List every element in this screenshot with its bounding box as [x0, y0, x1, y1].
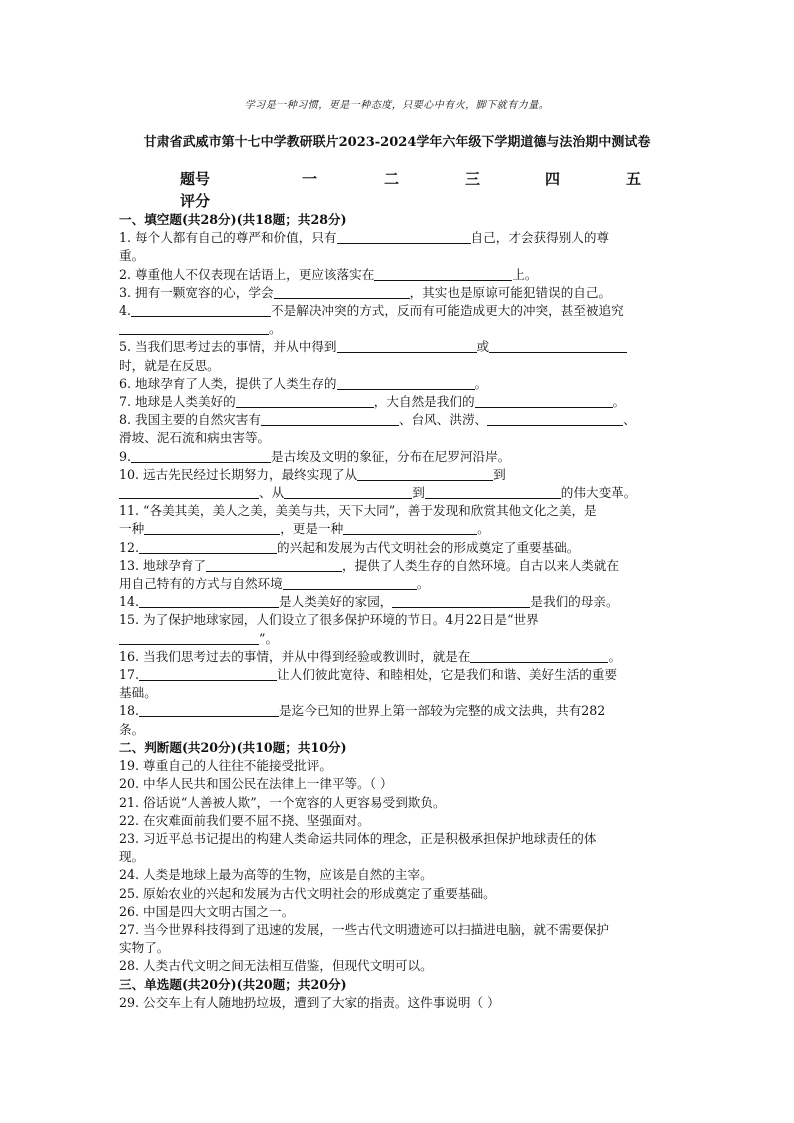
score-column-3: 三	[465, 170, 481, 188]
answer-blank[interactable]	[131, 303, 271, 317]
answer-blank[interactable]	[357, 467, 493, 481]
answer-blank[interactable]	[274, 285, 410, 299]
answer-blank[interactable]	[206, 558, 342, 572]
answer-blank[interactable]	[425, 485, 561, 499]
question-14: 14. 是人类美好的家园， 是我们的母亲。	[119, 594, 619, 610]
answer-blank[interactable]	[131, 449, 271, 463]
answer-blank[interactable]	[337, 339, 477, 353]
question-21: 21. 俗话说“人善被人欺”，一个宽容的人更容易受到欺负。	[119, 794, 446, 810]
answer-blank[interactable]	[261, 412, 399, 426]
question-28: 28. 人类古代文明之间无法相互借鉴，但现代文明可以。	[119, 958, 433, 974]
question-line: 一种 ，更是一种 。	[119, 521, 490, 537]
question-9: 9. 是古埃及文明的象征，分布在尼罗河沿岸。	[119, 448, 511, 464]
question-27: 27. 当今世界科技得到了迅速的发展，一些古代文明遗迹可以扫描进电脑，就不需要保护	[119, 921, 610, 937]
question-24: 24. 人类是地球上最为高等的生物，应该是自然的主宰。	[119, 867, 433, 883]
answer-blank[interactable]	[139, 594, 279, 608]
question-16: 16. 当我们思考过去的事情，并从中得到经验或教训时，就是在 。	[119, 648, 622, 664]
answer-blank[interactable]	[487, 412, 623, 426]
answer-blank[interactable]	[284, 485, 412, 499]
motto-text: 学习是一种习惯，更是一种态度，只要心中有火，脚下就有力量。	[244, 100, 550, 111]
score-header-label: 题号	[180, 170, 211, 188]
question-10: 10. 远古先民经过长期努力，最终实现了从 到	[119, 466, 506, 482]
question-line: 时，就是在反思。	[119, 357, 220, 373]
answer-blank[interactable]	[119, 631, 259, 645]
question-18: 18. 是迄今已知的世界上第一部较为完整的成文法典，共有282	[119, 703, 606, 719]
question-15: 15. 为了保护地球家园，人们设立了很多保护环境的节日。4月22日是“世界	[119, 612, 539, 628]
answer-blank[interactable]	[144, 521, 280, 535]
answer-blank[interactable]	[374, 267, 512, 281]
score-column-2: 二	[384, 170, 400, 188]
question-11: 11. “各美其美，美人之美，美美与共，天下大同”，善于发现和欣赏其他文化之美，是	[119, 503, 597, 519]
question-12: 12. 的兴起和发展为古代文明社会的形成奠定了重要基础。	[119, 539, 580, 555]
question-1: 1. 每个人都有自己的尊严和价值，只有 自己，才会获得别人的尊	[119, 230, 610, 246]
question-20: 20. 中华人民共和国公民在法律上一律平等。（ ）	[119, 776, 393, 792]
question-19: 19. 尊重自己的人往往不能接受批评。	[119, 758, 332, 774]
question-line: 、从 到 的伟大变革。	[119, 484, 675, 502]
answer-blank[interactable]	[139, 540, 277, 554]
answer-blank[interactable]	[139, 703, 279, 717]
question-5: 5. 当我们思考过去的事情，并从中得到 或	[119, 338, 675, 356]
question-line: 滑坡、泥石流和病虫害等。	[119, 430, 271, 446]
score-column-5: 五	[626, 170, 642, 188]
question-line: 重。	[119, 248, 145, 264]
question-line: 条。	[119, 721, 145, 737]
question-26: 26. 中国是四大文明古国之一。	[119, 903, 295, 919]
question-2: 2. 尊重他人不仅表现在话语上，更应该落实在 上。	[119, 266, 538, 282]
answer-blank[interactable]	[236, 394, 374, 408]
exam-content	[119, 211, 675, 1012]
question-line: 基础。	[119, 685, 157, 701]
question-line: 现。	[119, 849, 145, 865]
section-heading: 一、填空题(共28分)(共18题；共28分)	[119, 212, 347, 227]
section-heading: 三、单选题(共20分)(共20题；共20分)	[119, 976, 347, 992]
question-line: 。	[119, 320, 675, 338]
question-4: 4. 不是解决冲突的方式，反而有可能造成更大的冲突，甚至被追究	[119, 303, 624, 319]
question-6: 6. 地球孕育了人类，提供了人类生存的 。	[119, 375, 488, 391]
question-7: 7. 地球是人类美好的 ，大自然是我们的 。	[119, 394, 626, 410]
question-line: ”。	[119, 630, 675, 648]
answer-blank[interactable]	[337, 376, 475, 390]
answer-blank[interactable]	[392, 594, 530, 608]
answer-blank[interactable]	[475, 394, 613, 408]
question-25: 25. 原始农业的兴起和发展为古代文明社会的形成奠定了重要基础。	[119, 885, 496, 901]
answer-blank[interactable]	[139, 667, 277, 681]
score-row-label: 评分	[180, 192, 211, 210]
section-heading: 二、判断题(共20分)(共10题；共10分)	[119, 739, 347, 755]
score-column-1: 一	[302, 170, 318, 188]
question-29: 29. 公交车上有人随地扔垃圾，遭到了大家的指责。这件事说明（ ）	[119, 994, 500, 1010]
answer-blank[interactable]	[119, 485, 259, 499]
question-22: 22. 在灾难面前我们要不屈不挠、坚强面对。	[119, 812, 370, 828]
question-13: 13. 地球孕育了 ，提供了人类生存的自然环境。自古以来人类就在	[119, 557, 620, 573]
question-17: 17. 让人们彼此宽待、和睦相处，它是我们和谐、美好生活的重要	[119, 667, 618, 683]
answer-blank[interactable]	[119, 321, 269, 335]
answer-blank[interactable]	[283, 576, 417, 590]
answer-blank[interactable]	[470, 649, 608, 663]
answer-blank[interactable]	[337, 230, 471, 244]
question-line: 实物了。	[119, 940, 170, 956]
question-23: 23. 习近平总书记提出的构建人类命运共同体的理念，正是积极承担保护地球责任的体	[119, 830, 597, 846]
answer-blank[interactable]	[489, 339, 627, 353]
exam-title: 甘肃省武威市第十七中学教研联片2023-2024学年六年级下学期道德与法治期中测试卷	[143, 135, 651, 150]
question-8: 8. 我国主要的自然灾害有 、台风、洪涝、 、	[119, 412, 636, 428]
score-column-4: 四	[545, 170, 561, 188]
question-line: 用自己特有的方式与自然环境 。	[119, 576, 430, 592]
answer-blank[interactable]	[343, 521, 477, 535]
question-3: 3. 拥有一颗宽容的心，学会 ，其实也是原谅可能犯错误的自己。	[119, 284, 612, 300]
